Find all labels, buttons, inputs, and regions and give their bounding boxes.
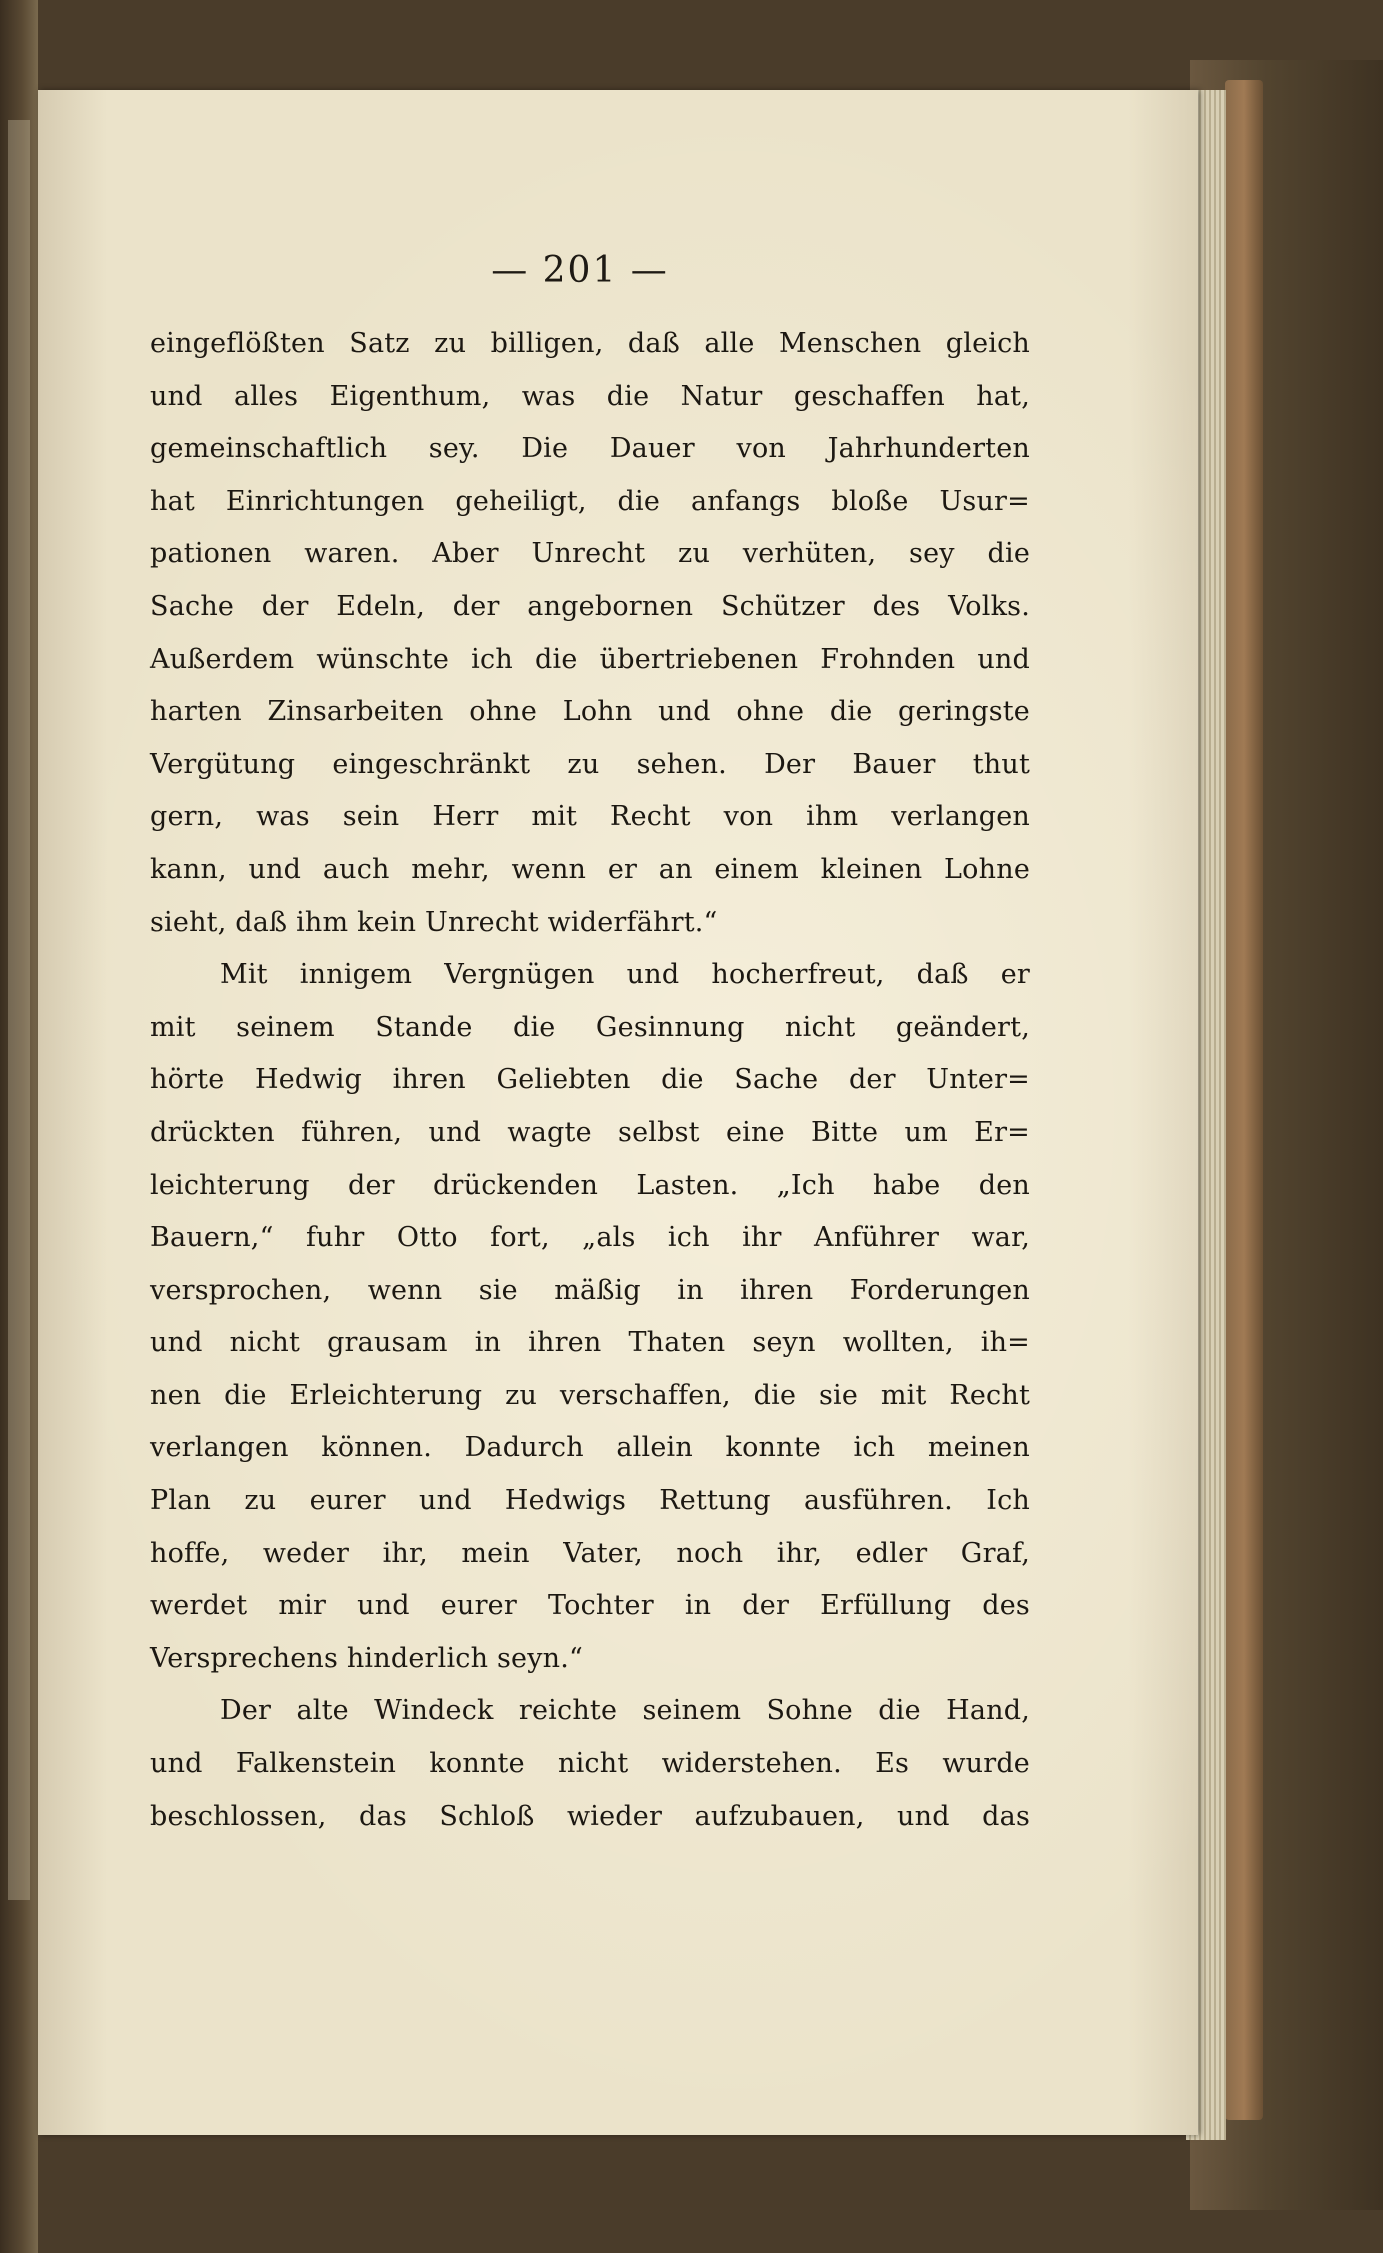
text-line: Der alte Windeck reichte seinem Sohne die Hand, bbox=[220, 1695, 1030, 1727]
text-line: und nicht grausam in ihren Thaten seyn wollten, ih= bbox=[150, 1327, 1030, 1359]
text-line: versprochen, wenn sie mäßig in ihren Forderungen bbox=[150, 1274, 1030, 1306]
text-line: Mit innigem Vergnügen und hocherfreut, daß er bbox=[220, 959, 1030, 991]
text-line: beschlossen, das Schloß wieder aufzubauen, und das bbox=[150, 1800, 1030, 1832]
text-line: nen die Erleichterung zu verschaffen, die sie mit Recht bbox=[150, 1379, 1030, 1411]
text-line: Bauern,“ fuhr Otto fort, „als ich ihr Anführer war, bbox=[150, 1222, 1030, 1254]
text-line: leichterung der drückenden Lasten. „Ich habe den bbox=[150, 1169, 1030, 1201]
text-line: kann, und auch mehr, wenn er an einem kleinen Lohne bbox=[150, 853, 1030, 885]
book-binding-left bbox=[0, 0, 38, 2253]
text-line: gern, was sein Herr mit Recht von ihm verlangen bbox=[150, 801, 1030, 833]
page-number: — 201 — bbox=[491, 250, 669, 291]
cover-leather-edge bbox=[1225, 80, 1263, 2120]
text-line: hoffe, weder ihr, mein Vater, noch ihr, edler Graf, bbox=[150, 1537, 1030, 1569]
facing-page-edge bbox=[8, 120, 30, 1900]
text-line: hörte Hedwig ihren Geliebten die Sache der Unter= bbox=[150, 1064, 1030, 1096]
text-line: drückten führen, und wagte selbst eine Bitte um Er= bbox=[150, 1116, 1030, 1148]
text-line: harten Zinsarbeiten ohne Lohn und ohne die geringste bbox=[150, 696, 1030, 728]
text-line: sieht, daß ihm kein Unrecht widerfährt.“ bbox=[150, 906, 718, 938]
body-text bbox=[150, 318, 1030, 1843]
text-line: Versprechens hinderlich seyn.“ bbox=[150, 1642, 584, 1674]
text-line: pationen waren. Aber Unrecht zu verhüten, sey die bbox=[150, 538, 1030, 570]
text-line: Vergütung eingeschränkt zu sehen. Der Bauer thut bbox=[150, 748, 1030, 780]
text-line: hat Einrichtungen geheiligt, die anfangs bloße Usur= bbox=[150, 485, 1030, 517]
text-line: Plan zu eurer und Hedwigs Rettung ausführen. Ich bbox=[150, 1485, 1030, 1517]
text-line: gemeinschaftlich sey. Die Dauer von Jahrhunderten bbox=[150, 433, 1030, 465]
text-line: werdet mir und eurer Tochter in der Erfüllung des bbox=[150, 1590, 1030, 1622]
text-line: mit seinem Stande die Gesinnung nicht geändert, bbox=[150, 1011, 1030, 1043]
text-line: Außerdem wünschte ich die übertriebenen Frohnden und bbox=[150, 643, 1030, 675]
text-line: verlangen können. Dadurch allein konnte ich meinen bbox=[150, 1432, 1030, 1464]
text-line: Sache der Edeln, der angebornen Schützer des Volks. bbox=[150, 590, 1030, 622]
text-line: und Falkenstein konnte nicht widerstehen. Es wurde bbox=[150, 1748, 1030, 1780]
text-line: eingeflößten Satz zu billigen, daß alle Menschen gleich bbox=[150, 328, 1030, 359]
text-line: und alles Eigenthum, was die Natur geschaffen hat, bbox=[150, 380, 1030, 412]
